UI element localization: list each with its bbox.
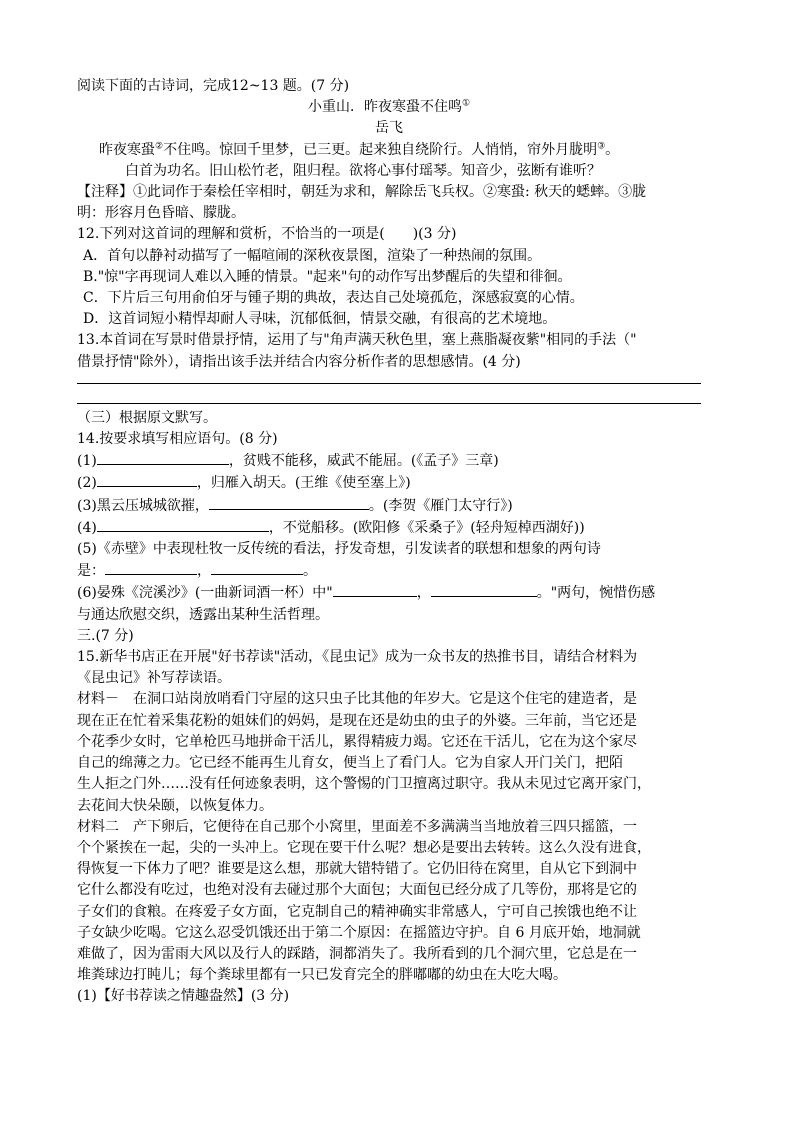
poem-title-text: 小重山．昨夜寒蛩不住鸣 bbox=[307, 99, 462, 116]
q14-item-5-end: 。 bbox=[303, 563, 317, 580]
poem-line-1 bbox=[77, 140, 701, 161]
q14-item-3-b: 。(李贺《雁门太守行》) bbox=[368, 497, 513, 514]
q15-material-2 bbox=[77, 817, 701, 987]
q14-item-3 bbox=[77, 495, 701, 517]
poem-line-1-c: 。 bbox=[605, 141, 620, 158]
poem-line-1-b: 不住鸣。惊回千里梦，已三更。起来独自绕阶行。人悄悄，帘外月胧明 bbox=[163, 141, 598, 158]
answer-line-2[interactable] bbox=[77, 403, 701, 404]
poem-line-1-mark: ② bbox=[155, 140, 164, 151]
q14-item-5-line-2 bbox=[77, 560, 701, 582]
q14-item-5-mid: ， bbox=[197, 563, 211, 580]
q14-item-3-blank[interactable] bbox=[209, 495, 369, 510]
q14-item-1-text: ，贫贱不能移，威武不能屈。(《孟子》三章) bbox=[228, 453, 499, 470]
material-2-line: 它什么都没有吃过，也绝对没有去碰过那个大面包；大面包已经分成了几等份，那将是它的 bbox=[77, 882, 637, 899]
poem-line-1-mark2: ③ bbox=[597, 140, 606, 151]
q13-line-1: 13.本首词在写景时借景抒情，运用了与"角声满天秋色里，塞上燕脂凝夜紫"相同的手法（" bbox=[77, 332, 637, 349]
notes-line-2: 明：形容月色昏暗、朦胧。 bbox=[77, 205, 245, 222]
part-3-heading: 三.(7 分) bbox=[77, 627, 134, 644]
q14-item-4 bbox=[77, 517, 701, 539]
q14-item-1 bbox=[77, 450, 701, 472]
material-2-line: 堆粪球边打盹儿；每个粪球里都有一只已发育完全的胖嘟嘟的幼虫在大吃大喝。 bbox=[77, 967, 567, 984]
material-2-line: 子女缺少吃喝。它这么忍受饥饿还出于第二个原因：在摇篮边守护。自 6 月底开始，地洞就 bbox=[77, 924, 641, 941]
exam-page bbox=[77, 76, 701, 1008]
material-1-line: 个花季少女时，它单枪匹马地拼命干活儿，累得精疲力竭。它还在干活儿，它在为这个家尽 bbox=[77, 733, 637, 750]
material-2-line: 得恢复一下体力了吧？谁要是这么想，那就大错特错了。它仍旧待在窝里，自从它下到洞中 bbox=[77, 861, 637, 878]
q15-line-1: 15.新华书店正在开展"好书荐读"活动，《昆虫记》成为一众书友的热推书目，请结合材料为 bbox=[77, 649, 638, 666]
q15-sub-1: (1)【好书荐读之情趣盎然】(3 分) bbox=[77, 988, 290, 1005]
poem-line-1-a: 昨夜寒蛩 bbox=[99, 141, 155, 158]
section-3-heading: （三）根据原文默写。 bbox=[77, 409, 217, 426]
notes-line-1: 【注释】①此词作于秦桧任宰相时，朝廷为求和，解除岳飞兵权。②寒蛩: 秋天的蟋蟀。③胧 bbox=[77, 184, 647, 201]
poem-line-2: 白首为功名。旧山松竹老，阻归程。欲将心事付瑶琴。知音少，弦断有谁听？ bbox=[125, 162, 601, 179]
q14-item-2-blank[interactable] bbox=[97, 472, 197, 487]
poem-title-note-mark: ① bbox=[461, 98, 471, 109]
material-2-line: 子女们的食粮。在疼爱子女方面，它克制自己的精神确实非常感人，宁可自己挨饿也绝不让 bbox=[77, 903, 637, 920]
reading-intro: 阅读下面的古诗词，完成12~13 题。(7 分) bbox=[77, 78, 350, 94]
q14-item-6-blank-1[interactable] bbox=[333, 582, 417, 597]
q15-line-2: 《昆虫记》补写荐读语。 bbox=[77, 670, 231, 687]
q14-item-6-mid: ， bbox=[416, 585, 431, 602]
q14-item-6-line-2: 与通达欣慰交织，透露出某种生活哲理。 bbox=[77, 606, 329, 623]
q14-item-5-blank-2[interactable] bbox=[211, 560, 303, 575]
material-1-line: 自己的绵薄之力。它已经不能再生儿育女，便当上了看门人。它为自家人开门关门，把陌 bbox=[77, 755, 623, 772]
q12-stem: 12.下列对这首词的理解和赏析，不恰当的一项是( )(3 分) bbox=[77, 226, 457, 243]
q14-item-2 bbox=[77, 472, 701, 494]
material-1-line: 去花间大快朵颐，以恢复体力。 bbox=[77, 797, 273, 814]
q14-item-4-num: (4) bbox=[77, 519, 97, 536]
q14-item-5-line-1: (5)《赤壁》中表现杜牧一反传统的看法，抒发奇想，引发读者的联想和想象的两句诗 bbox=[77, 541, 601, 558]
material-1-line: 材料－ 在洞口站岗放哨看门守屋的这只虫子比其他的年岁大。它是这个住宅的建造者，是 bbox=[77, 691, 637, 708]
q13-line-2: 借景抒情"除外），请指出该手法并结合内容分析作者的思想感情。(4 分) bbox=[77, 353, 521, 370]
q12-option-d: D．这首词短小精悍却耐人寻味，沉郁低徊，情景交融，有很高的艺术境地。 bbox=[83, 311, 557, 328]
q14-item-6-line-1 bbox=[77, 582, 701, 604]
q14-item-6-b: 。"两句，惋惜伤感 bbox=[536, 585, 656, 602]
poem-author: 岳飞 bbox=[375, 120, 403, 137]
answer-line-1[interactable] bbox=[77, 383, 701, 384]
q12-option-b: B."惊"字再现词人难以入睡的情景。"起来"句的动作写出梦醒后的失望和徘徊。 bbox=[83, 268, 572, 285]
q14-item-4-text: ，不觉船移。(欧阳修《采桑子》(轻舟短棹西湖好)) bbox=[268, 519, 585, 536]
q15-material-1 bbox=[77, 689, 701, 816]
material-1-line: 现在正在忙着采集花粉的姐妹们的妈妈，是现在还是幼虫的虫子的外婆。三年前，当它还是 bbox=[77, 712, 637, 729]
q14-item-3-a: (3)黑云压城城欲摧， bbox=[77, 497, 209, 514]
q12-option-c: C．下片后三句用俞伯牙与锺子期的典故，表达自己处境孤危，深感寂寞的心情。 bbox=[83, 290, 584, 307]
q14-stem: 14.按要求填写相应语句。(8 分) bbox=[77, 431, 278, 448]
poem-title bbox=[77, 97, 701, 118]
material-2-line: 个个紧挨在一起，尖的一头冲上。它现在要干什么呢？想必是要出去转转。这么久没有进食， bbox=[77, 839, 651, 856]
material-2-line: 材料二 产下卵后，它便待在自己那个小窝里，里面差不多满满当当地放着三四只摇篮，一 bbox=[77, 818, 637, 835]
q14-item-2-num: (2) bbox=[77, 475, 97, 492]
q14-item-4-blank[interactable] bbox=[97, 517, 269, 532]
q14-item-1-blank[interactable] bbox=[97, 450, 229, 465]
q14-item-6-blank-2[interactable] bbox=[431, 582, 537, 597]
q14-item-5-blank-1[interactable] bbox=[105, 560, 197, 575]
q14-item-6-a: (6)晏殊《浣溪沙》(一曲新词酒一杯）中" bbox=[77, 585, 333, 602]
q14-item-2-text: ，归雁入胡天。(王维《使至塞上》) bbox=[196, 475, 411, 492]
material-1-line: 生人拒之门外……没有任何迹象表明，这个警惕的门卫擅离过职守。我从未见过它离开家门， bbox=[77, 776, 651, 793]
q14-item-1-num: (1) bbox=[77, 453, 97, 470]
q14-item-5-prefix: 是： bbox=[77, 563, 105, 580]
q12-option-a: A．首句以静衬动描写了一幅喧闹的深秋夜景图，渲染了一种热闹的氛围。 bbox=[83, 247, 542, 264]
material-2-line: 难做了，因为雷雨大风以及行人的踩踏，洞都消失了。我所看到的几个洞穴里，它总是在一 bbox=[77, 945, 637, 962]
